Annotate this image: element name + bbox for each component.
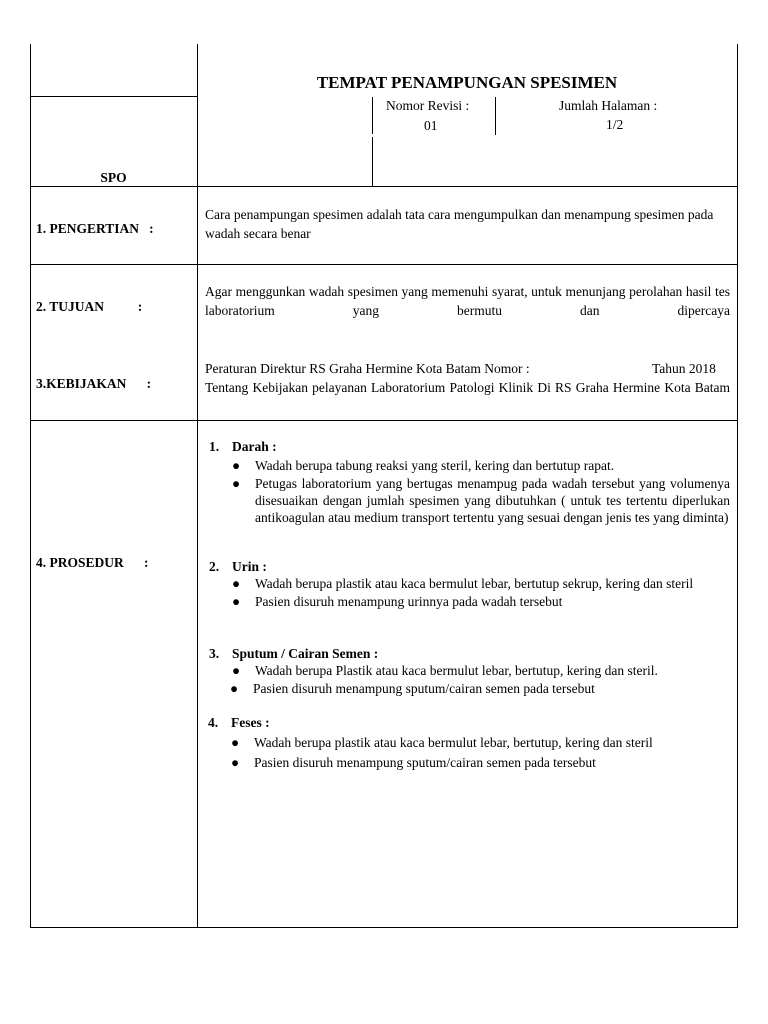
right-border-line [737,44,738,928]
prosedur-item-1-number: 1. [209,439,220,454]
revision-left-line-lower [372,137,373,186]
prosedur-item-4-title: Feses : [231,715,270,730]
list-item: ● Petugas laboratorium yang bertugas menampug pada wadah tersebut yang volumenya disesuaikan dengan jumlah spesimen yang dibutuhkan ( untuk tes tertentu diperlukan antikoagulan atau medium transport tertentu yang sesuai dengan jenis tes yang diminta) [232,476,730,525]
table-bottom-line [30,927,738,928]
prosedur-item-3-bullets [230,662,730,697]
bullet-dot-icon: ● [232,663,241,678]
pengertian-text: Cara penampungan spesimen adalah tata cara mengumpulkan dan menampung spesimen pada wadah secara benar [205,207,714,241]
kebijakan-bottom-line [30,420,737,421]
revision-left-line [372,97,373,134]
kebijakan-text: Tentang Kebijakan pelayanan Laboratorium Patologi Klinik Di RS Graha Hermine Kota Batam [205,380,730,395]
list-item: ● Pasien disuruh menampung sputum/cairan semen pada tersebut [231,755,596,770]
spo-label: SPO [100,170,127,185]
pengertian-label: 1. PENGERTIAN : [36,221,154,236]
kebijakan-label: 3.KEBIJAKAN : [36,376,152,391]
kebijakan-year: Tahun 2018 [652,361,716,376]
prosedur-item-4-bullets [231,734,730,771]
label-column-divider [197,44,198,928]
bullet-dot-icon: ● [232,594,241,609]
page-title: TEMPAT PENAMPUNGAN SPESIMEN [316,73,618,92]
revision-label: Nomor Revisi : [386,98,470,113]
spo-top-line [30,96,197,97]
tujuan-text: Agar menggunkan wadah spesimen yang memenuhi syarat, untuk menunjang perolahan hasil tes laboratorium yang bermutu dan dipercaya [205,284,730,318]
prosedur-item-4-number: 4. [208,715,219,730]
bullet-dot-icon: ● [232,458,241,473]
list-item: ● Wadah berupa tabung reaksi yang steril, kering dan bertutup rapat. [232,458,615,473]
prosedur-item-3-number: 3. [209,646,220,661]
bullet-dot-icon: ● [230,681,239,696]
list-item: ● Pasien disuruh menampung urinnya pada wadah tersebut [232,594,563,609]
pages-value: 1/2 [606,117,624,132]
bullet-dot-icon: ● [231,735,240,750]
bullet-dot-icon: ● [232,476,241,491]
list-item: ● Pasien disuruh menampung sputum/cairan semen pada tersebut [230,681,595,696]
prosedur-label: 4. PROSEDUR : [36,555,149,570]
revision-value: 01 [424,118,438,133]
prosedur-item-1-bullets [232,457,730,526]
list-item: ● Wadah berupa Plastik atau kaca bermulut lebar, bertutup, kering dan steril. [232,663,658,678]
prosedur-item-2-number: 2. [209,559,220,574]
prosedur-item-1-title: Darah : [232,439,277,454]
bullet-dot-icon: ● [232,576,241,591]
bullet-dot-icon: ● [231,755,240,770]
tujuan-label: 2. TUJUAN : [36,299,143,314]
pengertian-bottom-line [30,264,737,265]
revision-right-line [495,97,496,135]
prosedur-item-2-title: Urin : [232,559,267,574]
kebijakan-regulation: Peraturan Direktur RS Graha Hermine Kota Batam Nomor : [205,361,530,376]
list-item: ● Wadah berupa plastik atau kaca bermulut lebar, bertutup sekrup, kering dan steril [232,576,694,591]
prosedur-item-2-bullets [232,575,730,610]
list-item: ● Wadah berupa plastik atau kaca bermulut lebar, bertutup, kering dan steril [231,735,653,750]
prosedur-item-3-title: Sputum / Cairan Semen : [232,646,379,661]
pages-label: Jumlah Halaman : [559,98,658,113]
